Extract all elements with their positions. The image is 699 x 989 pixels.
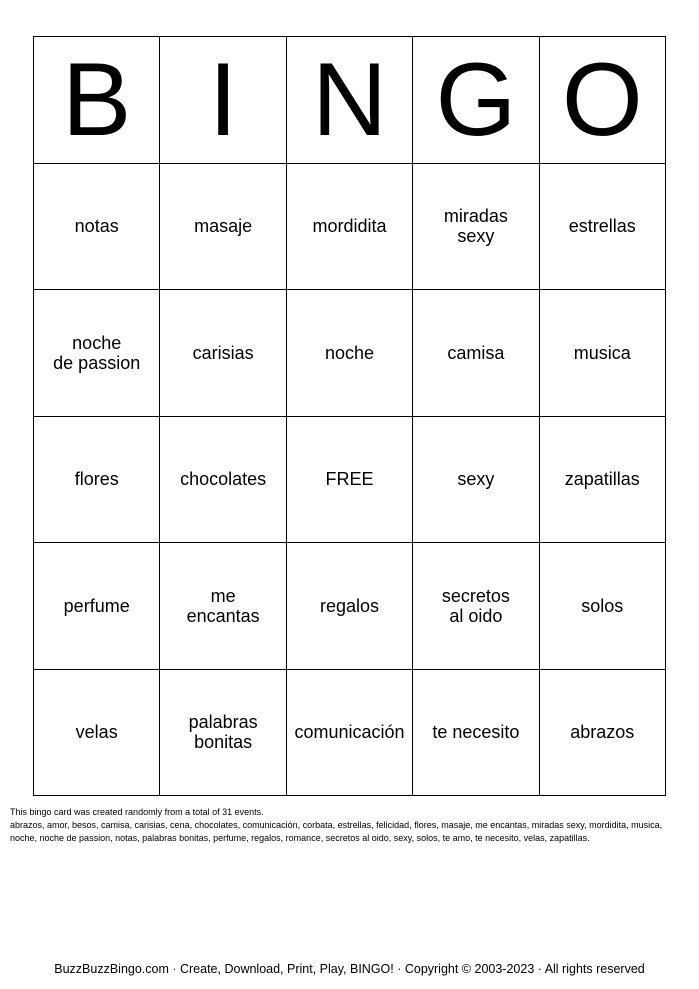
bingo-cell-r4-c1: perfume (34, 543, 160, 670)
bingo-cell-r5-c3: comunicación (287, 670, 413, 797)
bingo-cell-r1-c2: masaje (160, 164, 286, 291)
header-i: I (160, 37, 286, 164)
bingo-cell-r5-c5: abrazos (540, 670, 666, 797)
bingo-card (33, 36, 666, 796)
bingo-cell-r3-c4: sexy (413, 417, 539, 544)
header-n: N (287, 37, 413, 164)
bingo-cell-r1-c1: notas (34, 164, 160, 291)
bingo-cell-r2-c4: camisa (413, 290, 539, 417)
bingo-cell-r1-c3: mordidita (287, 164, 413, 291)
bingo-cell-r3-c1: flores (34, 417, 160, 544)
header-g: G (413, 37, 539, 164)
header-b: B (34, 37, 160, 164)
bingo-cell-r4-c5: solos (540, 543, 666, 670)
bingo-cell-r2-c2: carisias (160, 290, 286, 417)
event-list: abrazos, amor, besos, camisa, carisias, cena, chocolates, comunicación, corbata, estrellas, felicidad, flores, masaje, me encantas, miradas sexy, mordidita, musica, noche, noche de passion, notas, palabras bonitas, perfume, regalos, romance, secretos al oido, sexy, solos, te amo, te necesito, velas, zapatillas. (10, 820, 663, 843)
bingo-cell-r5-c2: palabras bonitas (160, 670, 286, 797)
header-o: O (540, 37, 666, 164)
bingo-cell-r3-c2: chocolates (160, 417, 286, 544)
bingo-cell-r3-c5: zapatillas (540, 417, 666, 544)
bingo-cell-r2-c5: musica (540, 290, 666, 417)
bingo-cell-r1-c5: estrellas (540, 164, 666, 291)
bingo-cell-r5-c4: te necesito (413, 670, 539, 797)
bingo-cell-r4-c4: secretos al oido (413, 543, 539, 670)
bingo-cell-r4-c3: regalos (287, 543, 413, 670)
bingo-cell-r5-c1: velas (34, 670, 160, 797)
bingo-cell-r4-c2: me encantas (160, 543, 286, 670)
free-space-cell: FREE (287, 417, 413, 544)
bingo-cell-r2-c1: noche de passion (34, 290, 160, 417)
page-footer: BuzzBuzzBingo.com · Create, Download, Print, Play, BINGO! · Copyright © 2003-2023 · All rights reserved (54, 962, 645, 976)
card-info (10, 806, 690, 845)
bingo-cell-r1-c4: miradas sexy (413, 164, 539, 291)
info-summary: This bingo card was created randomly from a total of 31 events. (10, 807, 264, 817)
bingo-cell-r2-c3: noche (287, 290, 413, 417)
